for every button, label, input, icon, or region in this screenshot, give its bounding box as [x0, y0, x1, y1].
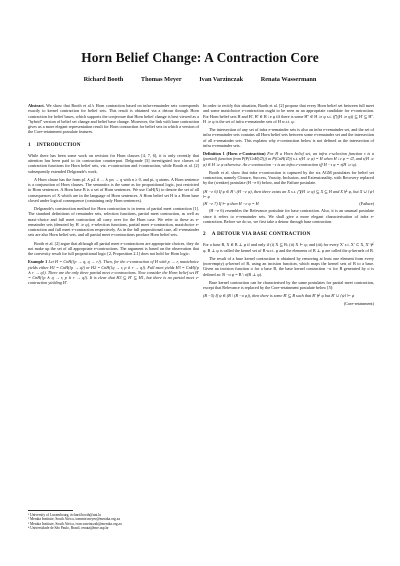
- formula-text: (H −e 7) If ⊢ φ then H −e φ = H: [203, 201, 259, 206]
- definition-label: Definition 1 (Horn e-Contraction): [203, 151, 266, 156]
- author-list: [20, 76, 380, 83]
- formula-tag: (Failure): [359, 201, 374, 206]
- left-column: [28, 103, 199, 289]
- paragraph: For a base B, X ∈ B ⊥ φ if and only if (i) X ⊆ B; (ii) X ⊢ φ; and (iii) for every X' s.t. X' ⊂ X, X' ⊬ φ. B ⊥ φ is called the kernel set of B w.r.t. φ and the elements of B ⊥ φ are called the φ-kernels of B.: [203, 242, 374, 253]
- paper-title: Horn Belief Change: A Contraction Core: [81, 50, 319, 65]
- paragraph: Base kernel contraction can be characterised by the same postulates for partial meet contraction, except that Relevance is replaced by the Core-retainment postulate below [5]:: [203, 279, 374, 290]
- footnote: ¹ University of Luxembourg, richard.booth@uni.lu: [28, 513, 102, 517]
- paragraph: A Horn clause has the form p1 ∧ p2 ∧ ... ∧ pn → q with n ≥ 0, and pi, q atoms. A Horn sentence is a conjunction of Horn clauses. The semantics is the same as for propositional logic, just restricted to Horn sentences. A Horn base B is a set of Horn sentences. We use CnH(X) to denote the set of all consequences of X which are in the language of Horn sentences. A Horn belief set H is a Horn base closed under logical consequence (containing only Horn sentences).: [28, 176, 199, 203]
- footnote: ⁴ Universidade de São Paulo, Brazil, renata@ime.usp.br: [28, 526, 109, 531]
- postulate-formula: [203, 189, 374, 200]
- paragraph: (H −e 6) resembles the Relevance postulate for base contraction. Also, it is an unusual postulate since it refers to e-remainder sets. We shall give a more elegant characterisation of infra e-contraction. Before we do so, we first take a detour through base contraction.: [203, 208, 374, 224]
- author-name: Thomas Meyer: [140, 76, 182, 83]
- paragraph: Booth et al. show that infra e-contraction is captured by the six AGM postulates for belief set contraction, namely Closure, Success, Vacuity, Inclusion, and Extensionality, with Recovery replaced by the (weaker) postulate (H −e 6) below, and the Failure postulate.: [203, 169, 374, 186]
- paragraph: While there has been some work on revision for Horn clauses [4, 7, 6], it is only recently that attention has been paid to its contraction counterpart. Delgrande [3] investigated two classes of contraction functions for Horn belief sets, viz. e-contraction and i-contraction, while Booth et al. [2] subsequently extended Delgrande's work.: [28, 152, 199, 174]
- abstract-label: Abstract.: [28, 103, 45, 108]
- right-column: [203, 103, 374, 308]
- formula-tag: (Core-retainment): [343, 300, 374, 306]
- paragraph: The result of a base kernel contraction is obtained by removing at least one element from every (non-empty) φ-kernel of B, using an incision function, which maps the kernel sets of B to a base. Given an incision function σ for a base B, the base kernel contraction −σ for B generated by σ is defined as: B −σ φ = B \ σ(B ⊥ φ).: [203, 255, 374, 277]
- example-label: Example 1: [28, 259, 48, 265]
- formula-text: (H −e 6) If φ ∈ H \ (H −e φ), then there exists an X s.t. ⋂(H ↓e φ) ⊆ X ⊆ H and X ⊬ φ, but X ∪ {ψ} ⊢ φ: [203, 188, 374, 199]
- section-heading: [28, 143, 199, 148]
- author-name: Richard Booth: [83, 76, 124, 83]
- paragraph: The intersection of any set of infra e-remainder sets is also an infra e-remainder set, and the set of infra e-remainder sets contains all Horn belief sets between some e-remainder set and the intersection of all e-remainder sets. This explains why e-contraction below is not defined as the intersection of infra e-remainder sets.: [203, 127, 374, 148]
- section-heading: [203, 232, 374, 237]
- section-title: INTRODUCTION: [36, 141, 81, 148]
- footnote-rule: [28, 510, 73, 511]
- abstract-text: We show that Booth et al.'s Horn contraction based on infra-remainder sets corresponds exactly to kernel contraction for belief sets. This result is obtained via a detour through Horn contraction for belief bases, which supports the conjecture that Horn belief change is best viewed as a "hybrid" version of belief set change and belief base change. Moreover, the link with base contraction gives us a more elegant representation result for Horn contraction for belief sets in which a version of the Core-retainment postulate features.: [28, 103, 199, 135]
- postulate-formula: [203, 301, 374, 306]
- definition-text: For H a Horn belief set, an infra e-selection function τ is a (partial) function from P(P(CnH(∅))) to P(CnH(∅)) s.t. τ(H ↓e φ) = H when H ↓e φ = ∅, and τ(H ↓e φ) ∈ H ↓e φ otherwise. An e-contraction −τ is an infra e-contraction iff H −τ φ = τ(H ↓e φ).: [203, 151, 374, 167]
- footnote: ³ Meraka Institute, South Africa, ivan.varzinczak@meraka.org.za: [28, 521, 122, 526]
- paragraph: In order to rectify this situation, Booth et al. [2] propose that every Horn belief set between full meet and some maxichoice e-contraction ought to be seen as an appropriate candidate for e-contraction. For Horn belief sets H and H', H' ∈ H ↓e φ iff there is some H'' ∈ H ↓e φ s.t. (⋂(H ↓e φ)) ⊆ H' ⊆ H''. H ↓e φ is the set of infra e-remainder sets of H w.r.t. φ.: [203, 103, 374, 124]
- author-name: Ivan Varzinczak: [199, 76, 244, 83]
- section-number: 1: [28, 141, 31, 148]
- postulate-formula: [203, 293, 374, 298]
- footnotes: [28, 510, 199, 531]
- section-number: 2: [203, 231, 206, 237]
- definition-block: [203, 151, 374, 167]
- paragraph: Delgrande's construction method for Horn contraction is in terms of partial meet contraction [1]. The standard definitions of remainder sets, selection functions, partial meet contraction, as well as maxi-choice and full meet contraction all carry over for the Horn case. We refer to these as e-remainder sets (denoted by H ↓e φ), e-selection functions, partial meet e-contraction, maxichoice e-contraction and full meet e-contraction respectively. As in the full propositional case, all e-remainder sets are also Horn belief sets, and all partial meet e-contractions produce Horn belief sets.: [28, 206, 199, 238]
- example-block: [28, 259, 199, 285]
- abstract: [28, 103, 199, 135]
- postulate-formula: [203, 201, 374, 206]
- paragraph: Booth et al. [2] argue that although all partial meet e-contractions are appropriate choices, they do not make up the set of all appropriate e-contractions. The argument is based on the observation that the convexity result for full propositional logic [2, Proposition 2.1] does not hold for Horn logic:: [28, 240, 199, 256]
- example-text: Let H = CnH({p → q, q → r}). Then, for the e-contraction of H with p → r, maxichoice yields either H1 = CnH({p → q}) or H2 = CnH({q → r, p ∧ r → q}). Full meet yields H3 = CnH({p ∧ r → q}). There are the only three partial meet e-contractions. Now consider the Horn belief set H' = CnH({p ∧ q → r, p ∧ r → q}). It is clear that H3 ⊆ H' ⊆ H1, but there is no partial meet e-contraction yielding H'.: [28, 259, 199, 286]
- formula-text: (B −5) If ψ ∈ (B \ (B −σ φ)), then there is some B' ⊆ B such that B' ⊬ φ but B' ∪ {ψ} ⊢ φ: [203, 293, 355, 299]
- author-name: Renata Wassermann: [260, 76, 317, 83]
- footnote: ² Meraka Institute, South Africa, tommie.meyer@meraka.org.za: [28, 517, 120, 522]
- section-title: A DETOUR VIA BASE CONTRACTION: [211, 231, 311, 237]
